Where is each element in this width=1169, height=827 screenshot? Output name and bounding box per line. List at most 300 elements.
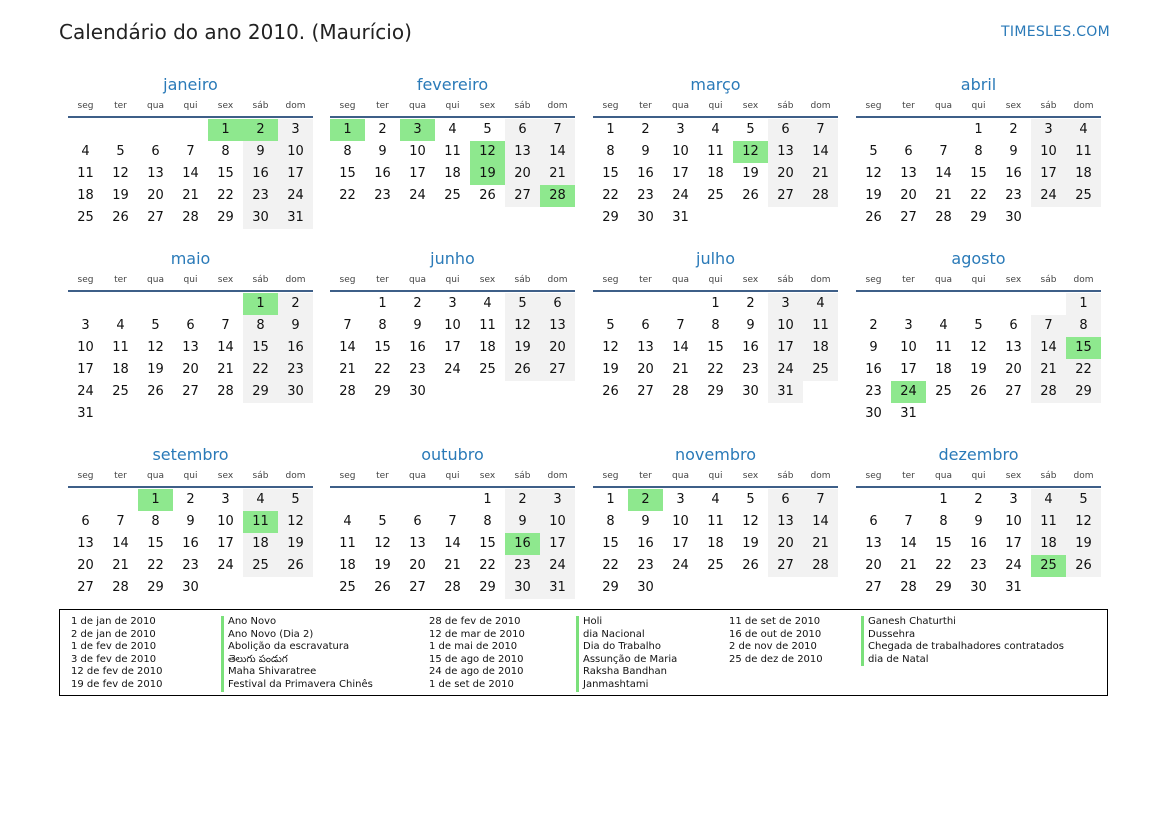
day-cell: 23 bbox=[278, 359, 313, 381]
weekday-label: qua bbox=[672, 101, 689, 111]
empty-cell bbox=[138, 293, 173, 315]
day-cell: 3 bbox=[448, 296, 457, 311]
day-cell: 5 bbox=[151, 318, 160, 333]
day-cell: 28 bbox=[182, 210, 199, 225]
day-cell: 3 bbox=[676, 122, 685, 137]
weekday-header bbox=[330, 466, 575, 488]
day-cell: 9 bbox=[278, 315, 313, 337]
legend-date: 1 de jan de 2010 bbox=[71, 616, 156, 627]
day-cell: 8 bbox=[221, 144, 230, 159]
month-block bbox=[593, 248, 838, 403]
weekday-label: sáb bbox=[252, 275, 269, 285]
day-cell: 20 bbox=[409, 558, 426, 573]
day-cell: 8 bbox=[243, 315, 278, 337]
weekday-label: qua bbox=[147, 275, 164, 285]
day-cell: 19 bbox=[147, 362, 164, 377]
day-grid bbox=[593, 488, 838, 599]
day-cell: 16 bbox=[182, 536, 199, 551]
day-cell: 9 bbox=[505, 511, 540, 533]
month-block bbox=[330, 444, 575, 599]
day-cell: 4 bbox=[803, 293, 838, 315]
weekday-label: seg bbox=[865, 471, 882, 481]
day-cell: 24 bbox=[1005, 558, 1022, 573]
day-cell: 14 bbox=[339, 340, 356, 355]
weekday-label: dom bbox=[547, 101, 568, 111]
day-cell: 19 bbox=[112, 188, 129, 203]
weekday-label: sex bbox=[479, 101, 496, 111]
weekday-label: qui bbox=[183, 275, 198, 285]
legend-date: 16 de out de 2010 bbox=[729, 628, 822, 640]
day-cell: 22 bbox=[479, 558, 496, 573]
legend-date: 3 de fev de 2010 bbox=[71, 653, 157, 665]
day-cell: 5 bbox=[1066, 489, 1101, 511]
day-cell: 4 bbox=[116, 318, 125, 333]
weekday-label: seg bbox=[339, 101, 356, 111]
day-grid bbox=[593, 118, 838, 229]
day-cell: 29 bbox=[479, 580, 496, 595]
weekday-label: ter bbox=[376, 471, 389, 481]
day-cell: 19 bbox=[742, 536, 759, 551]
legend-holiday-name: dia Nacional bbox=[576, 629, 677, 642]
day-cell: 30 bbox=[505, 577, 540, 599]
weekday-label: qui bbox=[445, 101, 460, 111]
weekday-label: sex bbox=[1005, 275, 1022, 285]
day-cell: 26 bbox=[970, 384, 987, 399]
day-cell: 30 bbox=[637, 210, 654, 225]
holiday-day-cell: 1 bbox=[138, 489, 173, 511]
day-cell: 19 bbox=[278, 533, 313, 555]
day-cell: 21 bbox=[182, 188, 199, 203]
day-cell: 7 bbox=[939, 144, 948, 159]
day-cell: 8 bbox=[606, 144, 615, 159]
legend-holiday-name: Abolição da escravatura bbox=[221, 641, 373, 654]
day-grid bbox=[330, 292, 575, 403]
weekday-label: sex bbox=[742, 275, 759, 285]
day-cell: 30 bbox=[637, 580, 654, 595]
day-cell: 7 bbox=[221, 318, 230, 333]
empty-cell bbox=[103, 293, 138, 315]
weekday-label: ter bbox=[639, 471, 652, 481]
day-cell: 4 bbox=[1031, 489, 1066, 511]
day-cell: 1 bbox=[1066, 293, 1101, 315]
weekday-header bbox=[856, 466, 1101, 488]
brand-link[interactable]: TIMESLES.COM bbox=[1001, 24, 1110, 40]
day-cell: 31 bbox=[672, 210, 689, 225]
day-cell: 21 bbox=[217, 362, 234, 377]
day-cell: 15 bbox=[935, 536, 952, 551]
empty-cell bbox=[103, 489, 138, 511]
month-name: março bbox=[690, 75, 741, 94]
day-cell: 28 bbox=[935, 210, 952, 225]
weekday-label: dom bbox=[285, 471, 306, 481]
empty-cell bbox=[173, 119, 208, 141]
weekday-label: qua bbox=[147, 471, 164, 481]
day-cell: 25 bbox=[112, 384, 129, 399]
weekday-label: qui bbox=[971, 275, 986, 285]
day-cell: 25 bbox=[707, 188, 724, 203]
day-cell: 9 bbox=[641, 144, 650, 159]
day-cell: 26 bbox=[278, 555, 313, 577]
weekday-label: sex bbox=[1005, 471, 1022, 481]
day-cell: 12 bbox=[147, 340, 164, 355]
day-cell: 14 bbox=[900, 536, 917, 551]
weekday-label: qui bbox=[445, 275, 460, 285]
day-cell: 10 bbox=[540, 511, 575, 533]
day-cell: 26 bbox=[1066, 555, 1101, 577]
empty-cell bbox=[926, 119, 961, 141]
legend-holiday-name: Chegada de trabalhadores contratados bbox=[861, 641, 1064, 654]
month-block bbox=[593, 444, 838, 599]
day-cell: 15 bbox=[602, 536, 619, 551]
day-cell: 22 bbox=[243, 359, 278, 381]
day-cell: 3 bbox=[278, 119, 313, 141]
day-cell: 29 bbox=[602, 210, 619, 225]
weekday-label: seg bbox=[77, 101, 94, 111]
day-cell: 3 bbox=[904, 318, 913, 333]
day-cell: 12 bbox=[374, 536, 391, 551]
day-cell: 20 bbox=[768, 163, 803, 185]
day-cell: 6 bbox=[505, 119, 540, 141]
month-block bbox=[68, 248, 313, 425]
day-cell: 7 bbox=[540, 119, 575, 141]
day-cell: 17 bbox=[768, 337, 803, 359]
weekday-header bbox=[68, 270, 313, 292]
weekday-label: seg bbox=[865, 101, 882, 111]
day-cell: 7 bbox=[904, 514, 913, 529]
day-cell: 12 bbox=[1066, 511, 1101, 533]
day-grid bbox=[856, 118, 1101, 229]
weekday-header bbox=[330, 270, 575, 292]
day-cell: 28 bbox=[803, 185, 838, 207]
day-cell: 19 bbox=[602, 362, 619, 377]
legend-holiday-name: తెలుగు పండుగ bbox=[221, 654, 373, 667]
day-cell: 30 bbox=[970, 580, 987, 595]
month-block bbox=[856, 74, 1101, 229]
day-cell: 6 bbox=[641, 318, 650, 333]
day-cell: 7 bbox=[343, 318, 352, 333]
day-cell: 9 bbox=[869, 340, 878, 355]
day-cell: 13 bbox=[637, 340, 654, 355]
empty-cell bbox=[961, 293, 996, 315]
day-cell: 28 bbox=[339, 384, 356, 399]
weekday-label: sex bbox=[742, 101, 759, 111]
holiday-day-cell: 1 bbox=[243, 293, 278, 315]
weekday-label: dom bbox=[1073, 471, 1094, 481]
day-cell: 8 bbox=[711, 318, 720, 333]
empty-cell bbox=[68, 489, 103, 511]
day-cell: 4 bbox=[711, 122, 720, 137]
day-cell: 3 bbox=[676, 492, 685, 507]
legend-holiday-name: Janmashtami bbox=[576, 679, 677, 692]
day-cell: 24 bbox=[444, 362, 461, 377]
day-cell: 14 bbox=[182, 166, 199, 181]
month-name: julho bbox=[696, 249, 735, 268]
day-cell: 11 bbox=[1031, 511, 1066, 533]
day-cell: 31 bbox=[77, 406, 94, 421]
day-cell: 17 bbox=[672, 536, 689, 551]
day-cell: 18 bbox=[444, 166, 461, 181]
day-cell: 1 bbox=[483, 492, 492, 507]
weekday-label: qua bbox=[935, 471, 952, 481]
legend-date: 2 de jan de 2010 bbox=[71, 628, 156, 640]
day-cell: 20 bbox=[505, 163, 540, 185]
day-cell: 29 bbox=[707, 384, 724, 399]
day-cell: 10 bbox=[768, 315, 803, 337]
legend-date: 19 de fev de 2010 bbox=[71, 678, 163, 690]
day-cell: 14 bbox=[112, 536, 129, 551]
empty-cell bbox=[68, 119, 103, 141]
day-cell: 10 bbox=[900, 340, 917, 355]
day-cell: 22 bbox=[602, 188, 619, 203]
day-cell: 27 bbox=[147, 210, 164, 225]
day-cell: 6 bbox=[1009, 318, 1018, 333]
page-title: Calendário do ano 2010. (Maurício) bbox=[59, 20, 412, 44]
day-cell: 11 bbox=[339, 536, 356, 551]
empty-cell bbox=[856, 489, 891, 511]
empty-cell bbox=[663, 293, 698, 315]
empty-cell bbox=[330, 489, 365, 511]
day-cell: 5 bbox=[746, 122, 755, 137]
weekday-header bbox=[330, 96, 575, 118]
day-cell: 9 bbox=[186, 514, 195, 529]
day-cell: 21 bbox=[1031, 359, 1066, 381]
day-cell: 16 bbox=[278, 337, 313, 359]
day-cell: 9 bbox=[1009, 144, 1018, 159]
month-name: fevereiro bbox=[416, 75, 489, 94]
day-cell: 29 bbox=[970, 210, 987, 225]
legend-holiday-name: Dussehra bbox=[861, 629, 1064, 642]
day-cell: 11 bbox=[1066, 141, 1101, 163]
legend-holiday-name: Raksha Bandhan bbox=[576, 666, 677, 679]
day-cell: 31 bbox=[1005, 580, 1022, 595]
day-cell: 18 bbox=[479, 340, 496, 355]
weekday-label: sex bbox=[217, 471, 234, 481]
weekday-label: sex bbox=[1005, 101, 1022, 111]
day-cell: 3 bbox=[221, 492, 230, 507]
day-cell: 8 bbox=[974, 144, 983, 159]
day-cell: 7 bbox=[186, 144, 195, 159]
weekday-label: dom bbox=[1073, 275, 1094, 285]
day-cell: 3 bbox=[81, 318, 90, 333]
day-cell: 2 bbox=[1009, 122, 1018, 137]
weekday-label: dom bbox=[810, 101, 831, 111]
weekday-label: sáb bbox=[514, 275, 531, 285]
weekday-label: seg bbox=[865, 275, 882, 285]
day-cell: 20 bbox=[77, 558, 94, 573]
weekday-label: sáb bbox=[1040, 275, 1057, 285]
day-cell: 18 bbox=[803, 337, 838, 359]
weekday-label: sex bbox=[217, 101, 234, 111]
empty-cell bbox=[68, 293, 103, 315]
weekday-label: qui bbox=[708, 275, 723, 285]
day-cell: 5 bbox=[378, 514, 387, 529]
day-cell: 31 bbox=[540, 577, 575, 599]
day-cell: 18 bbox=[1031, 533, 1066, 555]
day-cell: 5 bbox=[746, 492, 755, 507]
weekday-header bbox=[856, 96, 1101, 118]
legend-dates-1 bbox=[71, 616, 162, 692]
holiday-day-cell: 3 bbox=[400, 119, 435, 141]
day-cell: 24 bbox=[278, 185, 313, 207]
day-cell: 22 bbox=[339, 188, 356, 203]
day-cell: 2 bbox=[746, 296, 755, 311]
day-cell: 25 bbox=[444, 188, 461, 203]
holiday-day-cell: 28 bbox=[540, 185, 575, 207]
day-cell: 17 bbox=[217, 536, 234, 551]
day-cell: 12 bbox=[112, 166, 129, 181]
day-cell: 17 bbox=[1031, 163, 1066, 185]
day-cell: 16 bbox=[637, 536, 654, 551]
day-cell: 21 bbox=[803, 163, 838, 185]
weekday-label: ter bbox=[114, 101, 127, 111]
weekday-label: dom bbox=[285, 101, 306, 111]
day-cell: 16 bbox=[409, 340, 426, 355]
day-cell: 25 bbox=[339, 580, 356, 595]
legend-date: 1 de fev de 2010 bbox=[71, 641, 157, 653]
day-cell: 13 bbox=[865, 536, 882, 551]
weekday-label: dom bbox=[285, 275, 306, 285]
weekday-label: qui bbox=[183, 101, 198, 111]
legend-holiday-name: Ano Novo (Dia 2) bbox=[221, 629, 373, 642]
day-cell: 2 bbox=[505, 489, 540, 511]
day-grid bbox=[68, 488, 313, 599]
day-cell: 6 bbox=[904, 144, 913, 159]
day-cell: 23 bbox=[742, 362, 759, 377]
day-cell: 17 bbox=[278, 163, 313, 185]
day-cell: 15 bbox=[602, 166, 619, 181]
legend-date: 28 de fev de 2010 bbox=[429, 616, 521, 627]
day-cell: 10 bbox=[444, 318, 461, 333]
day-cell: 15 bbox=[339, 166, 356, 181]
day-cell: 28 bbox=[112, 580, 129, 595]
day-cell: 20 bbox=[768, 533, 803, 555]
holiday-day-cell: 16 bbox=[505, 533, 540, 555]
day-cell: 7 bbox=[448, 514, 457, 529]
empty-cell bbox=[173, 293, 208, 315]
day-cell: 20 bbox=[147, 188, 164, 203]
day-cell: 15 bbox=[243, 337, 278, 359]
month-name: setembro bbox=[152, 445, 229, 464]
weekday-label: sáb bbox=[777, 101, 794, 111]
day-cell: 7 bbox=[116, 514, 125, 529]
day-cell: 5 bbox=[606, 318, 615, 333]
day-cell: 8 bbox=[1066, 315, 1101, 337]
day-cell: 23 bbox=[637, 558, 654, 573]
day-cell: 12 bbox=[865, 166, 882, 181]
day-cell: 27 bbox=[182, 384, 199, 399]
day-cell: 3 bbox=[540, 489, 575, 511]
day-grid bbox=[856, 488, 1101, 599]
day-cell: 13 bbox=[77, 536, 94, 551]
month-block bbox=[68, 74, 313, 229]
day-cell: 22 bbox=[147, 558, 164, 573]
day-cell: 2 bbox=[378, 122, 387, 137]
day-cell: 28 bbox=[1031, 381, 1066, 403]
day-cell: 17 bbox=[672, 166, 689, 181]
day-cell: 25 bbox=[479, 362, 496, 377]
day-cell: 27 bbox=[409, 580, 426, 595]
legend-date: 15 de ago de 2010 bbox=[429, 653, 524, 665]
day-cell: 18 bbox=[707, 166, 724, 181]
day-cell: 8 bbox=[606, 514, 615, 529]
day-cell: 4 bbox=[711, 492, 720, 507]
month-block bbox=[593, 74, 838, 229]
day-cell: 28 bbox=[217, 384, 234, 399]
empty-cell bbox=[208, 293, 243, 315]
day-cell: 5 bbox=[278, 489, 313, 511]
empty-cell bbox=[891, 489, 926, 511]
day-cell: 18 bbox=[243, 533, 278, 555]
day-cell: 24 bbox=[409, 188, 426, 203]
month-name: maio bbox=[170, 249, 211, 268]
day-cell: 17 bbox=[900, 362, 917, 377]
day-cell: 15 bbox=[217, 166, 234, 181]
day-cell: 26 bbox=[374, 580, 391, 595]
day-cell: 14 bbox=[672, 340, 689, 355]
weekday-label: sáb bbox=[1040, 101, 1057, 111]
day-cell: 30 bbox=[742, 384, 759, 399]
weekday-label: ter bbox=[902, 101, 915, 111]
legend-date: 12 de fev de 2010 bbox=[71, 666, 163, 678]
legend-date: 1 de set de 2010 bbox=[429, 678, 514, 690]
holiday-day-cell: 12 bbox=[470, 141, 505, 163]
day-cell: 12 bbox=[278, 511, 313, 533]
day-cell: 8 bbox=[151, 514, 160, 529]
day-cell: 4 bbox=[343, 514, 352, 529]
day-cell: 20 bbox=[182, 362, 199, 377]
day-cell: 29 bbox=[217, 210, 234, 225]
day-cell: 12 bbox=[742, 514, 759, 529]
day-cell: 26 bbox=[865, 210, 882, 225]
day-cell: 19 bbox=[865, 188, 882, 203]
day-cell: 23 bbox=[374, 188, 391, 203]
weekday-label: seg bbox=[77, 471, 94, 481]
day-cell: 1 bbox=[378, 296, 387, 311]
day-cell: 9 bbox=[641, 514, 650, 529]
weekday-label: dom bbox=[1073, 101, 1094, 111]
day-cell: 24 bbox=[540, 555, 575, 577]
day-cell: 29 bbox=[935, 580, 952, 595]
day-cell: 10 bbox=[672, 514, 689, 529]
day-cell: 6 bbox=[186, 318, 195, 333]
day-cell: 10 bbox=[1031, 141, 1066, 163]
day-cell: 17 bbox=[77, 362, 94, 377]
day-cell: 30 bbox=[243, 207, 278, 229]
month-name: dezembro bbox=[938, 445, 1019, 464]
holiday-day-cell: 24 bbox=[891, 381, 926, 403]
day-cell: 1 bbox=[711, 296, 720, 311]
weekday-label: ter bbox=[376, 275, 389, 285]
day-cell: 22 bbox=[602, 558, 619, 573]
day-cell: 16 bbox=[970, 536, 987, 551]
day-cell: 2 bbox=[186, 492, 195, 507]
weekday-label: sáb bbox=[514, 471, 531, 481]
day-cell: 1 bbox=[606, 492, 615, 507]
day-cell: 27 bbox=[77, 580, 94, 595]
day-cell: 27 bbox=[768, 555, 803, 577]
day-cell: 24 bbox=[217, 558, 234, 573]
legend-holiday-name: Maha Shivaratree bbox=[221, 666, 373, 679]
legend-dates-3 bbox=[729, 616, 823, 666]
day-cell: 19 bbox=[970, 362, 987, 377]
weekday-label: qua bbox=[147, 101, 164, 111]
weekday-label: dom bbox=[547, 471, 568, 481]
holiday-day-cell: 2 bbox=[243, 119, 278, 141]
month-name: junho bbox=[430, 249, 475, 268]
day-cell: 9 bbox=[974, 514, 983, 529]
day-cell: 2 bbox=[869, 318, 878, 333]
weekday-label: seg bbox=[602, 275, 619, 285]
